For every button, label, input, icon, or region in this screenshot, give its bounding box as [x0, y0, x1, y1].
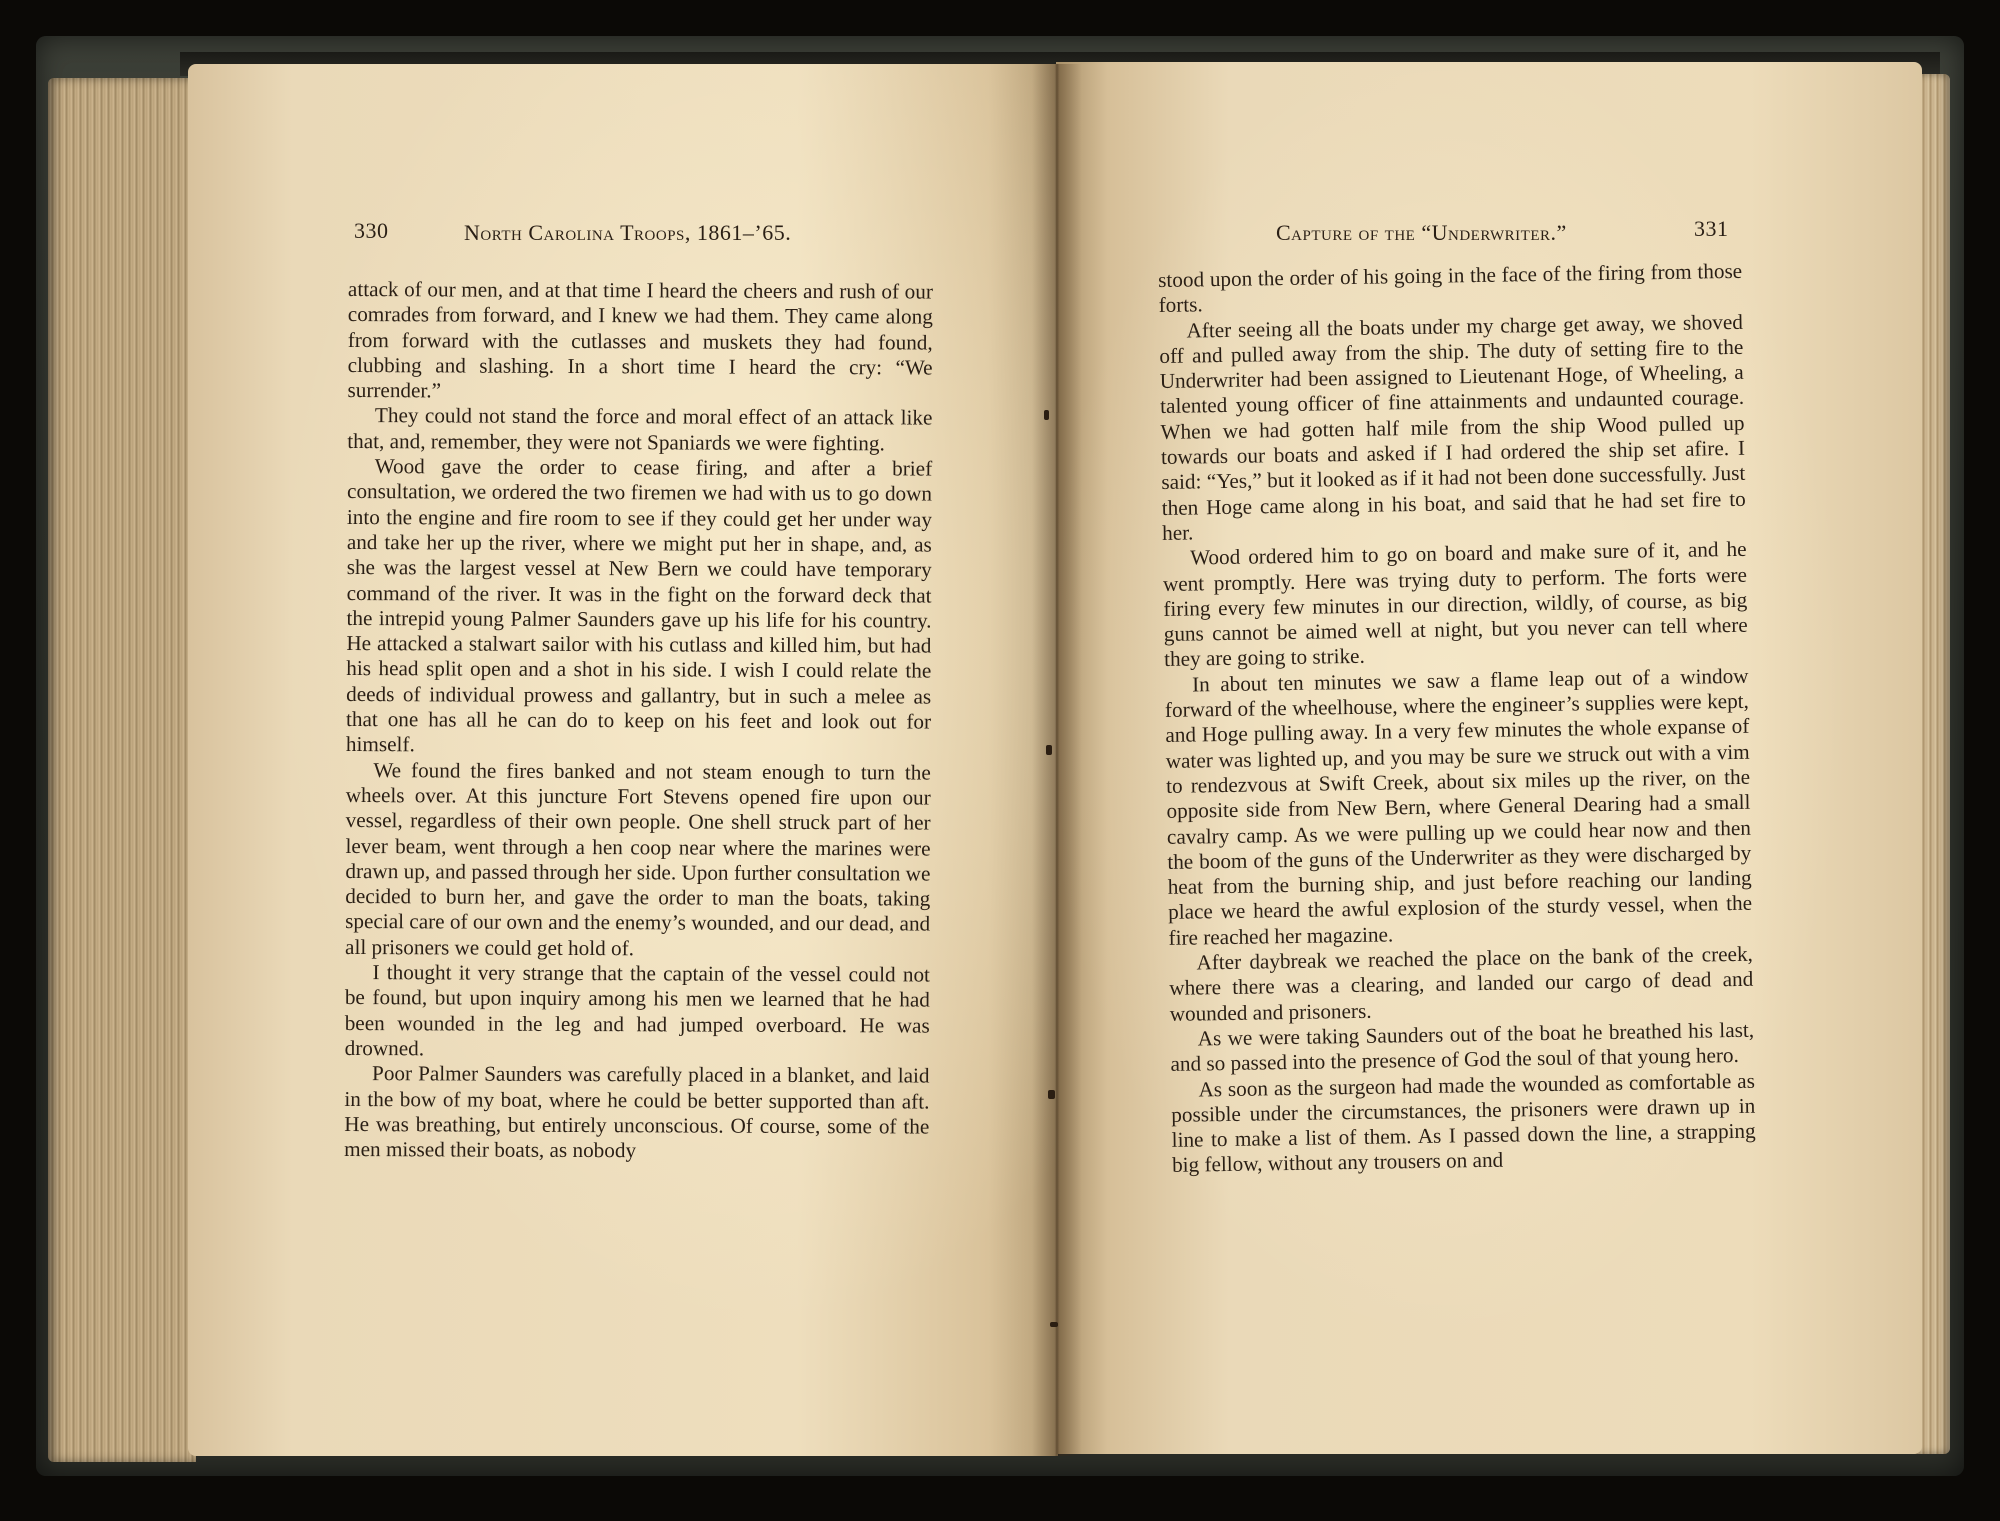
paragraph: stood upon the order of his going in the face of the firing from those forts.: [1158, 258, 1743, 318]
stitch-mark: [1050, 1322, 1058, 1327]
left-page-stack: [48, 78, 196, 1462]
paragraph: Poor Palmer Saunders was carefully placed in a blanket, and laid in the bow of my boat, where he could be better supported than aft. He was breathing, but entirely unconscious. Of course, some of the men missed their boats, as nobody: [344, 1061, 930, 1163]
paragraph: attack of our men, and at that time I heard the cheers and rush of our comrades from forward, and I knew we had them. They came along from forward with the cutlasses and muskets they had found, clubbing and slashing. In a short time I heard the cry: “We surrender.”: [347, 277, 933, 403]
paragraph: As soon as the surgeon had made the wounded as comfortable as possible under the circumstances, the prisoners were drawn up in line to make a list of them. As I passed down the line, a strapping big fellow, without any trousers on and: [1171, 1068, 1756, 1178]
paragraph: We found the fires banked and not steam enough to turn the wheels over. At this juncture Fort Stevens opened fire upon our vessel, regardless of their own people. One shell struck part of her lever beam, went through a hen coop near where the marines were drawn up, and passed through her side. Upon further consultation we decided to burn her, and gave the order to man the boats, taking special care of our own and the enemy’s wounded, and our dead, and all prisoners we could get hold of.: [345, 757, 931, 960]
left-running-head: North Carolina Troops, 1861–’65.: [464, 220, 792, 245]
right-running-head: Capture of the “Underwriter.”: [1276, 220, 1567, 245]
stitch-mark: [1044, 410, 1049, 420]
left-page: [188, 64, 1058, 1456]
paragraph: Wood ordered him to go on board and make sure of it, and he went promptly. Here was trying duty to perform. The forts were firing every few minutes in our direction, wildly, of course, as big guns cannot be aimed well at night, but you never can tell where they are going to strike.: [1162, 537, 1748, 672]
paragraph: They could not stand the force and moral effect of an attack like that, and, remember, they were not Spaniards we were fighting.: [347, 403, 933, 456]
paragraph: After daybreak we reached the place on the bank of the creek, where there was a clearing, and landed our cargo of dead and wounded and prisoners.: [1169, 941, 1754, 1026]
paragraph: In about ten minutes we saw a flame leap out of a window forward of the wheelhouse, where the engineer’s supplies were kept, and Hoge pulling away. In a very few minutes the whole expanse of water was lighted up, and you may be sure we struck out with a vim to rendezvous at Swift Creek, about six miles up the river, on the opposite side from New Bern, where General Dearing had a small cavalry camp. As we were pulling up we could hear now and then the boom of the guns of the Underwriter as they were discharged by heat from the burning ship, and just before reaching our landing place we heard the awful explosion of the sturdy vessel, when the fire reached her magazine.: [1164, 663, 1753, 950]
right-page-number: 331: [1694, 216, 1729, 241]
paragraph: Wood gave the order to cease firing, and after a brief consultation, we ordered the two firemen we had with us to go down into the engine and fire room to see if they could get her under way and take her up the river, where we might put her in shape, and, as she was the largest vessel at New Bern we could have temporary command of the river. It was in the fight on the forward deck that the intrepid young Palmer Saunders gave up his life for his country. He attacked a stalwart sailor with his cutlass and killed him, but had his head split open and a shot in his side. I wish I could relate the deeds of individual prowess and gallantry, but in such a melee as that one has all he can do to keep on his feet and look out for himself.: [345, 454, 933, 757]
stitch-mark: [1048, 1090, 1055, 1099]
paragraph: After seeing all the boats under my charge get away, we shoved off and pulled away from the ship. The duty of setting fire to the Underwriter had been assigned to Lieutenant Hoge, of Wheeling, a talented young officer of fine attainments and undaunted courage. When we had gotten half mile from the ship Wood pulled up towards our boats and asked if I had ordered the ship set afire. I said: “Yes,” but it looked as if it had not been done successfully. Just then Hoge came along in his boat, and said that he had set fire to her.: [1159, 309, 1746, 545]
left-body-text: [344, 277, 933, 1165]
right-page: [1056, 62, 1922, 1454]
book-gutter: [1032, 64, 1082, 1456]
right-body-text: [1158, 259, 1756, 1179]
stitch-mark: [1046, 745, 1052, 755]
paragraph: As we were taking Saunders out of the boat he breathed his last, and so passed into the presence of God the soul of that young hero.: [1170, 1017, 1755, 1077]
left-page-number: 330: [354, 218, 389, 243]
paragraph: I thought it very strange that the captain of the vessel could not be found, but upon inquiry among his men we learned that he had been wounded in the leg and had jumped overboard. He was drowned.: [344, 960, 931, 1061]
